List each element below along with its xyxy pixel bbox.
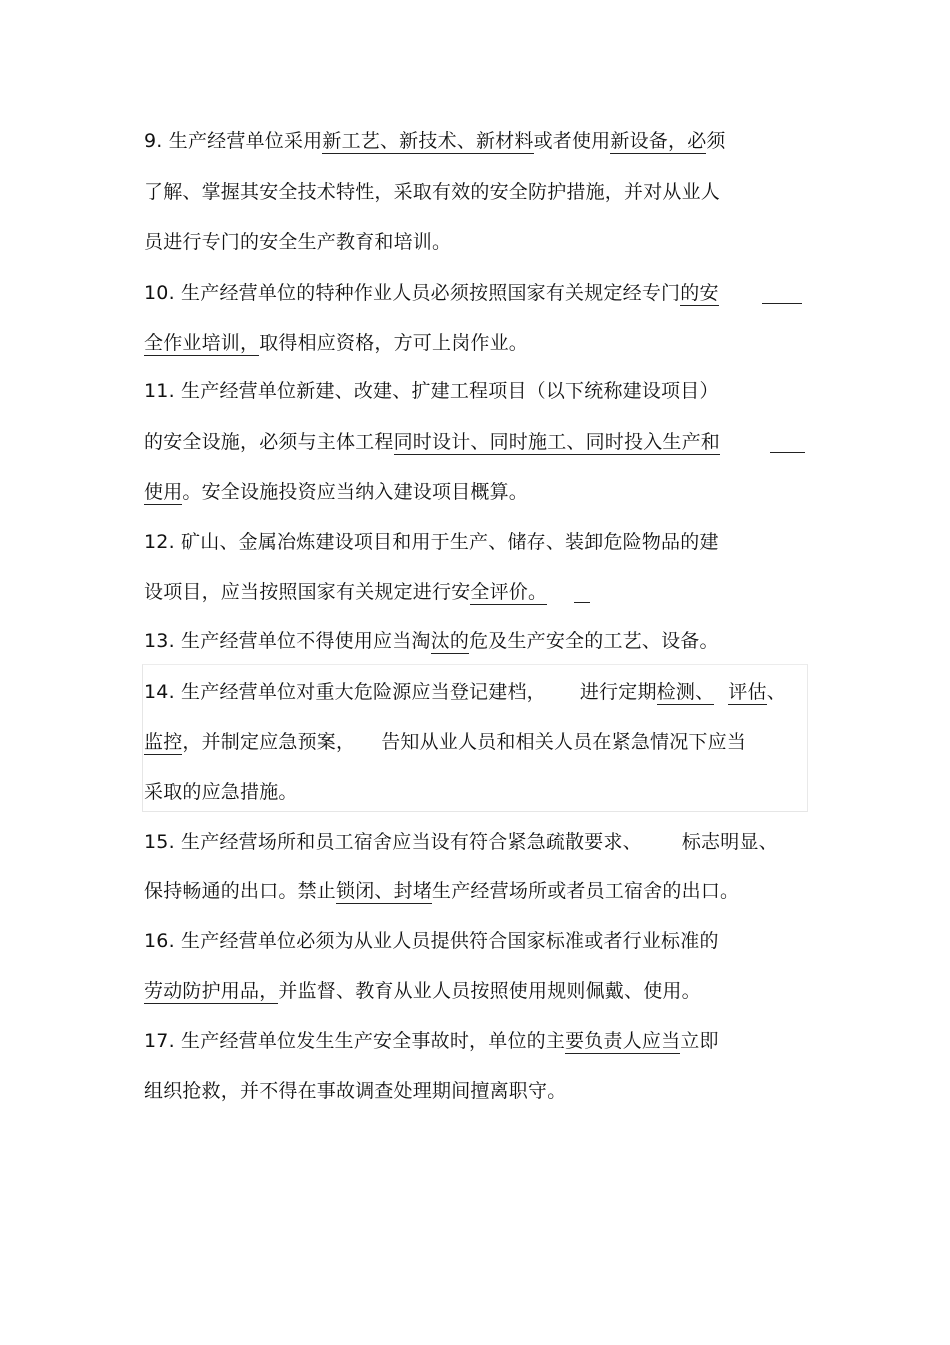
item-15-line-2: 保持畅通的出口。禁止锁闭、封堵生产经营场所或者员工宿舍的出口。 [144, 880, 740, 902]
underlined-answer: 评估 [728, 681, 767, 703]
answer-blank-line [770, 452, 805, 453]
item-16-line-2: 劳动防护用品，并监督、教育从业人员按照使用规则佩戴、使用。 [144, 980, 701, 1002]
item-16-line-1: 16. 生产经营单位必须为从业人员提供符合国家标准或者行业标准的 [144, 930, 719, 952]
underlined-answer: 监控 [144, 731, 183, 753]
item-9-line-1: 9. 生产经营单位采用新工艺、新技术、新材料或者使用新设备，必须 [144, 130, 726, 152]
answer-blank-line [574, 602, 590, 603]
underlined-answer: 全作业培训， [144, 332, 260, 354]
item-14-line-1: 14. 生产经营单位对重大危险源应当登记建档， 进行定期检测、 评估、 [144, 681, 786, 703]
item-15-line-1: 15. 生产经营场所和员工宿舍应当设有符合紧急疏散要求、 标志明显、 [144, 831, 778, 853]
item-12-line-2: 设项目，应当按照国家有关规定进行安全评价。 [144, 581, 548, 603]
underlined-answer: 使用 [144, 481, 183, 503]
item-9-line-2: 了解、掌握其安全技术特性，采取有效的安全防护措施，并对从业人 [144, 181, 721, 203]
item-11-line-2: 的安全设施，必须与主体工程同时设计、同时施工、同时投入生产和 [144, 431, 721, 453]
item-11-line-3: 使用。安全设施投资应当纳入建设项目概算。 [144, 481, 529, 503]
item-10-line-2: 全作业培训，取得相应资格，方可上岗作业。 [144, 332, 529, 354]
underlined-answer: 检测、 [656, 681, 715, 703]
underlined-answer: 劳动防护用品， [144, 980, 279, 1002]
item-9-line-3: 员进行专门的安全生产教育和培训。 [144, 231, 452, 253]
item-14-line-3: 采取的应急措施。 [144, 781, 298, 803]
underlined-answer: 要负责人应当 [565, 1030, 681, 1052]
item-14-line-2: 监控，并制定应急预案， 告知从业人员和相关人员在紧急情况下应当 [144, 731, 747, 753]
item-13-line-1: 13. 生产经营单位不得使用应当淘汰的危及生产安全的工艺、设备。 [144, 630, 719, 652]
item-11-line-1: 11. 生产经营单位新建、改建、扩建工程项目（以下统称建设项目） [144, 380, 719, 402]
underlined-answer: 全评价。 [470, 581, 548, 603]
answer-blank-line [762, 303, 802, 304]
underlined-answer: 封堵 [393, 880, 433, 902]
item-10-line-1: 10. 生产经营单位的特种作业人员必须按照国家有关规定经专门的安 [144, 282, 719, 304]
item-17-line-2: 组织抢救，并不得在事故调查处理期间擅离职守。 [144, 1080, 567, 1102]
underlined-answer: 同时设计、同时施工、同时投入生产和 [393, 431, 721, 453]
item-17-line-1: 17. 生产经营单位发生生产安全事故时，单位的主要负责人应当立即 [144, 1030, 719, 1052]
underlined-answer: 汰的 [430, 630, 470, 652]
item-12-line-1: 12. 矿山、金属冶炼建设项目和用于生产、储存、装卸危险物品的建 [144, 531, 719, 553]
underlined-answer: 锁闭、 [336, 880, 394, 902]
underlined-answer: 的安 [680, 282, 719, 304]
underlined-answer: 新设备，必 [610, 130, 707, 152]
underlined-answer: 新工艺、新技术、新材料 [322, 130, 534, 152]
